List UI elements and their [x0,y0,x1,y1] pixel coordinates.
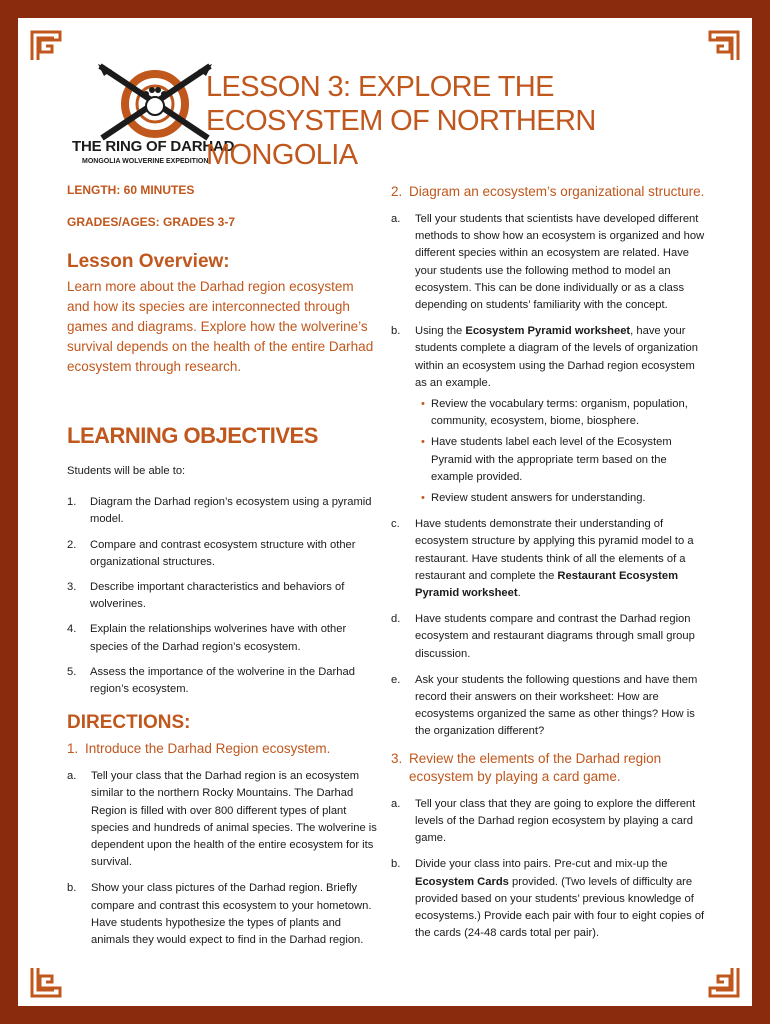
item-marker: 3. [67,581,77,594]
item-marker: b. [391,325,401,338]
item-marker: d. [391,613,401,626]
corner-ornament-icon [706,28,742,64]
item-text: Using the [415,325,466,338]
item-text: Have students compare and contrast the Darhad region ecosystem and restaurant diagrams through small group discussion. [415,613,695,660]
item-marker: b. [67,882,77,895]
item-text: . [517,587,521,600]
item-text: Ask your students the following questions and have them record their answers on their worksheet: How are ecosystems organized the same as other things? How is the organization different? [415,673,698,738]
list-item [67,494,379,528]
item-text: Tell your students that scientists have developed different methods to show how an ecosystem is organized and how different species within an ecosystem are related. Have your students use the following method to model an ecosystem. This can be done individually or as a class depending on students’ familiarity with the concept. [415,213,705,312]
item-text: Describe important characteristics and behaviors of wolverines. [90,581,345,611]
step-items [391,211,709,741]
item-text: Divide your class into pairs. Pre-cut and mix-up the [415,858,668,871]
item-marker: a. [391,797,401,810]
item-text: , have your students complete a diagram of the levels of organization within an ecosystem using the Darhad region ecosystem as an example. [415,325,698,389]
list-item [67,537,379,571]
cards-name: Ecosystem Cards [415,875,509,888]
left-column [67,183,379,958]
item-marker: 5. [67,665,77,678]
step-number: 2. [391,184,403,199]
list-item [391,611,709,663]
item-marker: a. [391,213,401,225]
corner-ornament-icon [28,28,64,64]
worksheet-name: Ecosystem Pyramid worksheet [465,325,631,338]
item-marker: b. [391,858,401,871]
item-text: Explain the relationships wolverines have with other species of the Darhad region’s ecosystem. [90,623,347,653]
list-item [391,211,709,314]
step-number: 3. [391,750,403,766]
item-text: Tell your class that they are going to explore the different levels of the Darhad region ecosystem by playing a card game. [415,797,696,845]
list-item [391,796,709,848]
list-item [67,579,379,613]
page-title: LESSON 3: EXPLORE THE ECOSYSTEM OF NORTHERN MONGOLIA [206,71,596,171]
item-marker: 4. [67,623,77,636]
wolverine-emblem-icon [96,62,214,144]
item-text: provided. (Two levels of difficulty are provided based on your students’ previous knowledge of ecosystems.) Provide each pair with four to eight copies of the cards (24-48 cards total per pair). [415,875,705,940]
item-marker: c. [391,518,400,531]
item-text: Diagram the Darhad region’s ecosystem using a pyramid model. [90,496,372,526]
bullet-item: • Review the vocabulary terms: organism, population, community, ecosystem, biome, biosphere. [415,396,709,430]
brand-tagline: MONGOLIA WOLVERINE EXPEDITION [82,158,209,165]
step-number: 1. [67,741,79,757]
step-title: Introduce the Darhad Region ecosystem. [85,741,331,757]
bullet-item: • Have students label each level of the Ecosystem Pyramid with the appropriate term based on the example provided. [415,434,709,486]
list-item [67,621,379,655]
item-marker: e. [391,673,401,686]
list-item [391,516,709,602]
overview-text: Learn more about the Darhad region ecosystem and how its species are interconnected through games and diagrams. Explore how the wolverine’s survival depends on the health of the entire Darhad ecosystem through research. [67,279,374,374]
item-marker: 2. [67,538,77,551]
list-item [391,672,709,741]
corner-ornament-icon [706,964,742,1000]
list-item [67,880,379,949]
step-items [391,796,709,943]
step-title: Review the elements of the Darhad region ecosystem by playing a card game. [409,750,662,784]
objectives-heading: LEARNING OBJECTIVES [67,423,318,448]
lesson-length: LENGTH: 60 MINUTES [67,183,195,197]
corner-ornament-icon [28,964,64,1000]
objectives-list [67,494,379,698]
item-marker: a. [67,770,77,783]
lesson-grades: GRADES/AGES: GRADES 3-7 [67,215,236,229]
step-heading [67,740,379,758]
item-text: Assess the importance of the wolverine in the Darhad region’s ecosystem. [90,665,355,696]
right-column [391,183,709,951]
list-item [391,856,709,942]
worksheet-name: Restaurant Ecosystem Pyramid worksheet [415,569,679,600]
step-items [67,768,379,949]
list-item [391,323,709,507]
item-text: Tell your class that the Darhad region is an ecosystem similar to the northern Rocky Mountains. The Darhad Region is filled with over 800 different types of plant species and hundreds of animal species. The wolverine is dependent upon the health of the entire ecosystem for its survival. [91,770,377,869]
step-heading [391,183,709,201]
bullet-list [415,396,709,507]
overview-heading: Lesson Overview: [67,251,230,272]
step-title: Diagram an ecosystem’s organizational structure. [409,184,705,199]
list-item [67,768,379,871]
item-text: Compare and contrast ecosystem structure with other organizational structures. [90,538,356,568]
brand-name: THE RING OF DARHAD [72,138,235,155]
step-heading [391,750,709,786]
item-text: Have students demonstrate their understanding of ecosystem structure by applying this pyramid model to a restaurant. Have students think of all the elements of a restaurant and complete the [415,518,694,582]
item-text: Show your class pictures of the Darhad region. Briefly compare and contrast this ecosystem to your hometown. Have students hypothesize the types of plants and animals they would expect to find in the Darhad region. [91,882,372,947]
objectives-intro: Students will be able to: [67,465,186,477]
item-marker: 1. [67,496,77,509]
list-item [67,664,379,698]
directions-heading: DIRECTIONS: [67,712,191,734]
bullet-item: • Review student answers for understanding. [415,490,709,507]
